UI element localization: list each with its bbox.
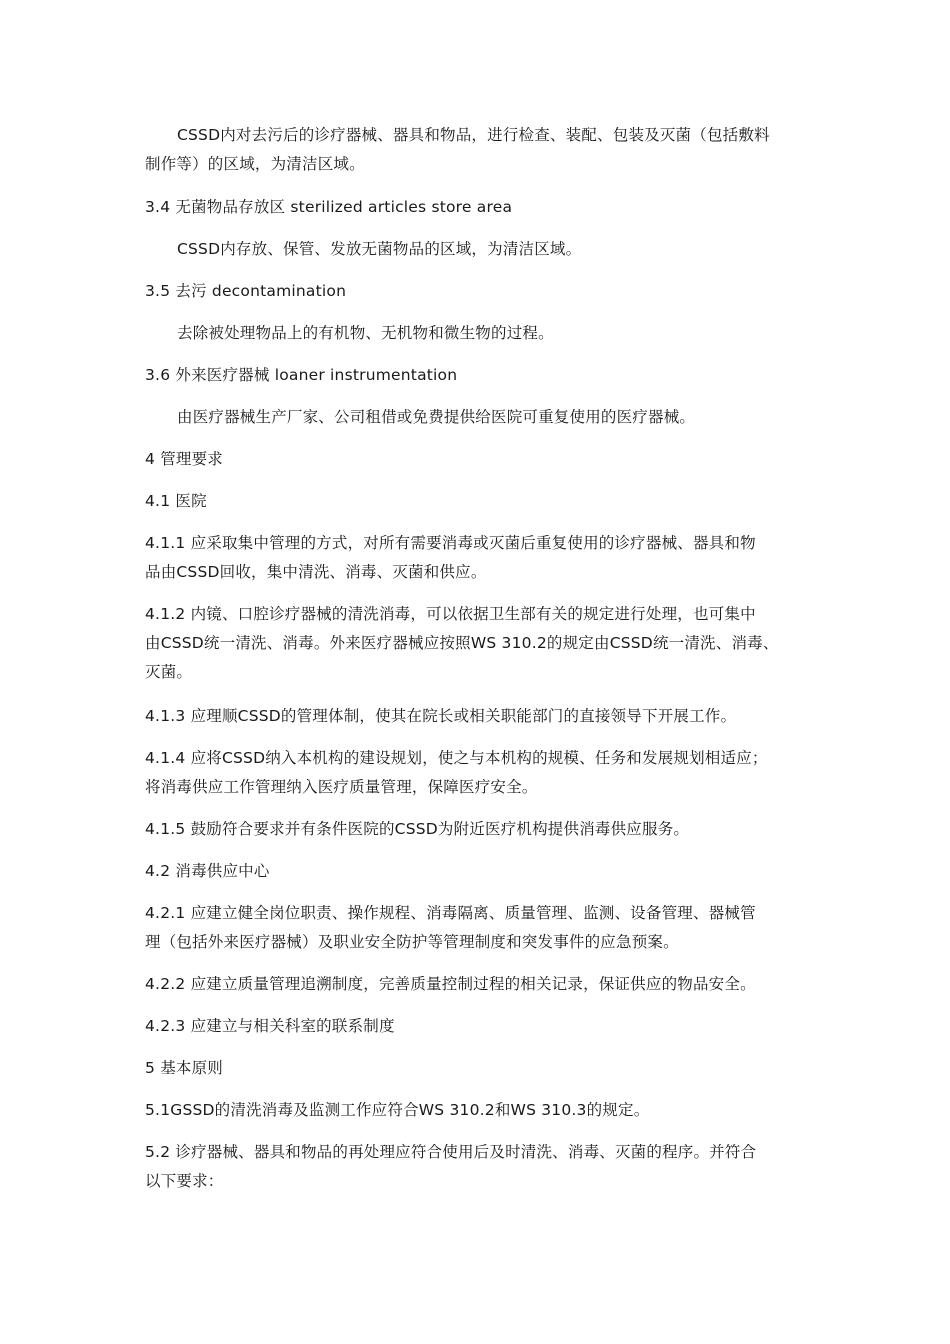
clause-line: 4.1.1 应采取集中管理的方式，对所有需要消毒或灭菌后重复使用的诊疗器械、器具和物 bbox=[145, 534, 756, 552]
section-heading: 4.2 消毒供应中心 bbox=[145, 862, 270, 880]
clause-line: 5.1GSSD的清洗消毒及监测工作应符合WS 310.2和WS 310.3的规定。 bbox=[145, 1101, 650, 1119]
paragraph-line: 由医疗器械生产厂家、公司租借或免费提供给医院可重复使用的医疗器械。 bbox=[177, 408, 696, 426]
paragraph-line: CSSD内存放、保管、发放无菌物品的区域，为清洁区域。 bbox=[177, 240, 582, 258]
clause-line: 4.1.3 应理顺CSSD的管理体制，使其在院长或相关职能部门的直接领导下开展工作。 bbox=[145, 707, 737, 725]
section-heading: 5 基本原则 bbox=[145, 1059, 223, 1077]
section-heading: 3.6 外来医疗器械 loaner instrumentation bbox=[145, 366, 458, 384]
clause-line: 4.1.5 鼓励符合要求并有条件医院的CSSD为附近医疗机构提供消毒供应服务。 bbox=[145, 820, 690, 838]
clause-line: 4.2.2 应建立质量管理追溯制度，完善质量控制过程的相关记录，保证供应的物品安全。 bbox=[145, 975, 756, 993]
section-heading: 3.4 无菌物品存放区 sterilized articles store area bbox=[145, 198, 513, 216]
clause-line: 将消毒供应工作管理纳入医疗质量管理，保障医疗安全。 bbox=[145, 778, 538, 796]
section-heading: 3.5 去污 decontamination bbox=[145, 282, 347, 300]
clause-line: 5.2 诊疗器械、器具和物品的再处理应符合使用后及时清洗、消毒、灭菌的程序。并符合 bbox=[145, 1143, 757, 1161]
section-heading: 4.1 医院 bbox=[145, 492, 207, 510]
clause-line: 4.2.3 应建立与相关科室的联系制度 bbox=[145, 1017, 395, 1035]
clause-line: 以下要求： bbox=[145, 1172, 224, 1190]
clause-line: 4.2.1 应建立健全岗位职责、操作规程、消毒隔离、质量管理、监测、设备管理、器械管 bbox=[145, 904, 756, 922]
paragraph-line: CSSD内对去污后的诊疗器械、器具和物品，进行检查、装配、包装及灭菌（包括敷料 bbox=[177, 126, 770, 144]
paragraph-line: 去除被处理物品上的有机物、无机物和微生物的过程。 bbox=[177, 324, 554, 342]
paragraph-line: 制作等）的区域，为清洁区域。 bbox=[145, 155, 365, 173]
clause-line: 由CSSD统一清洗、消毒。外来医疗器械应按照WS 310.2的规定由CSSD统一清洗、消毒、 bbox=[145, 634, 779, 652]
clause-line: 理（包括外来医疗器械）及职业安全防护等管理制度和突发事件的应急预案。 bbox=[145, 933, 679, 951]
clause-line: 4.1.4 应将CSSD纳入本机构的建设规划，使之与本机构的规模、任务和发展规划相适应； bbox=[145, 749, 768, 767]
clause-line: 灭菌。 bbox=[145, 663, 193, 681]
section-heading: 4 管理要求 bbox=[145, 450, 223, 468]
clause-line: 品由CSSD回收，集中清洗、消毒、灭菌和供应。 bbox=[145, 563, 487, 581]
clause-line: 4.1.2 内镜、口腔诊疗器械的清洗消毒，可以依据卫生部有关的规定进行处理，也可集中 bbox=[145, 605, 756, 623]
